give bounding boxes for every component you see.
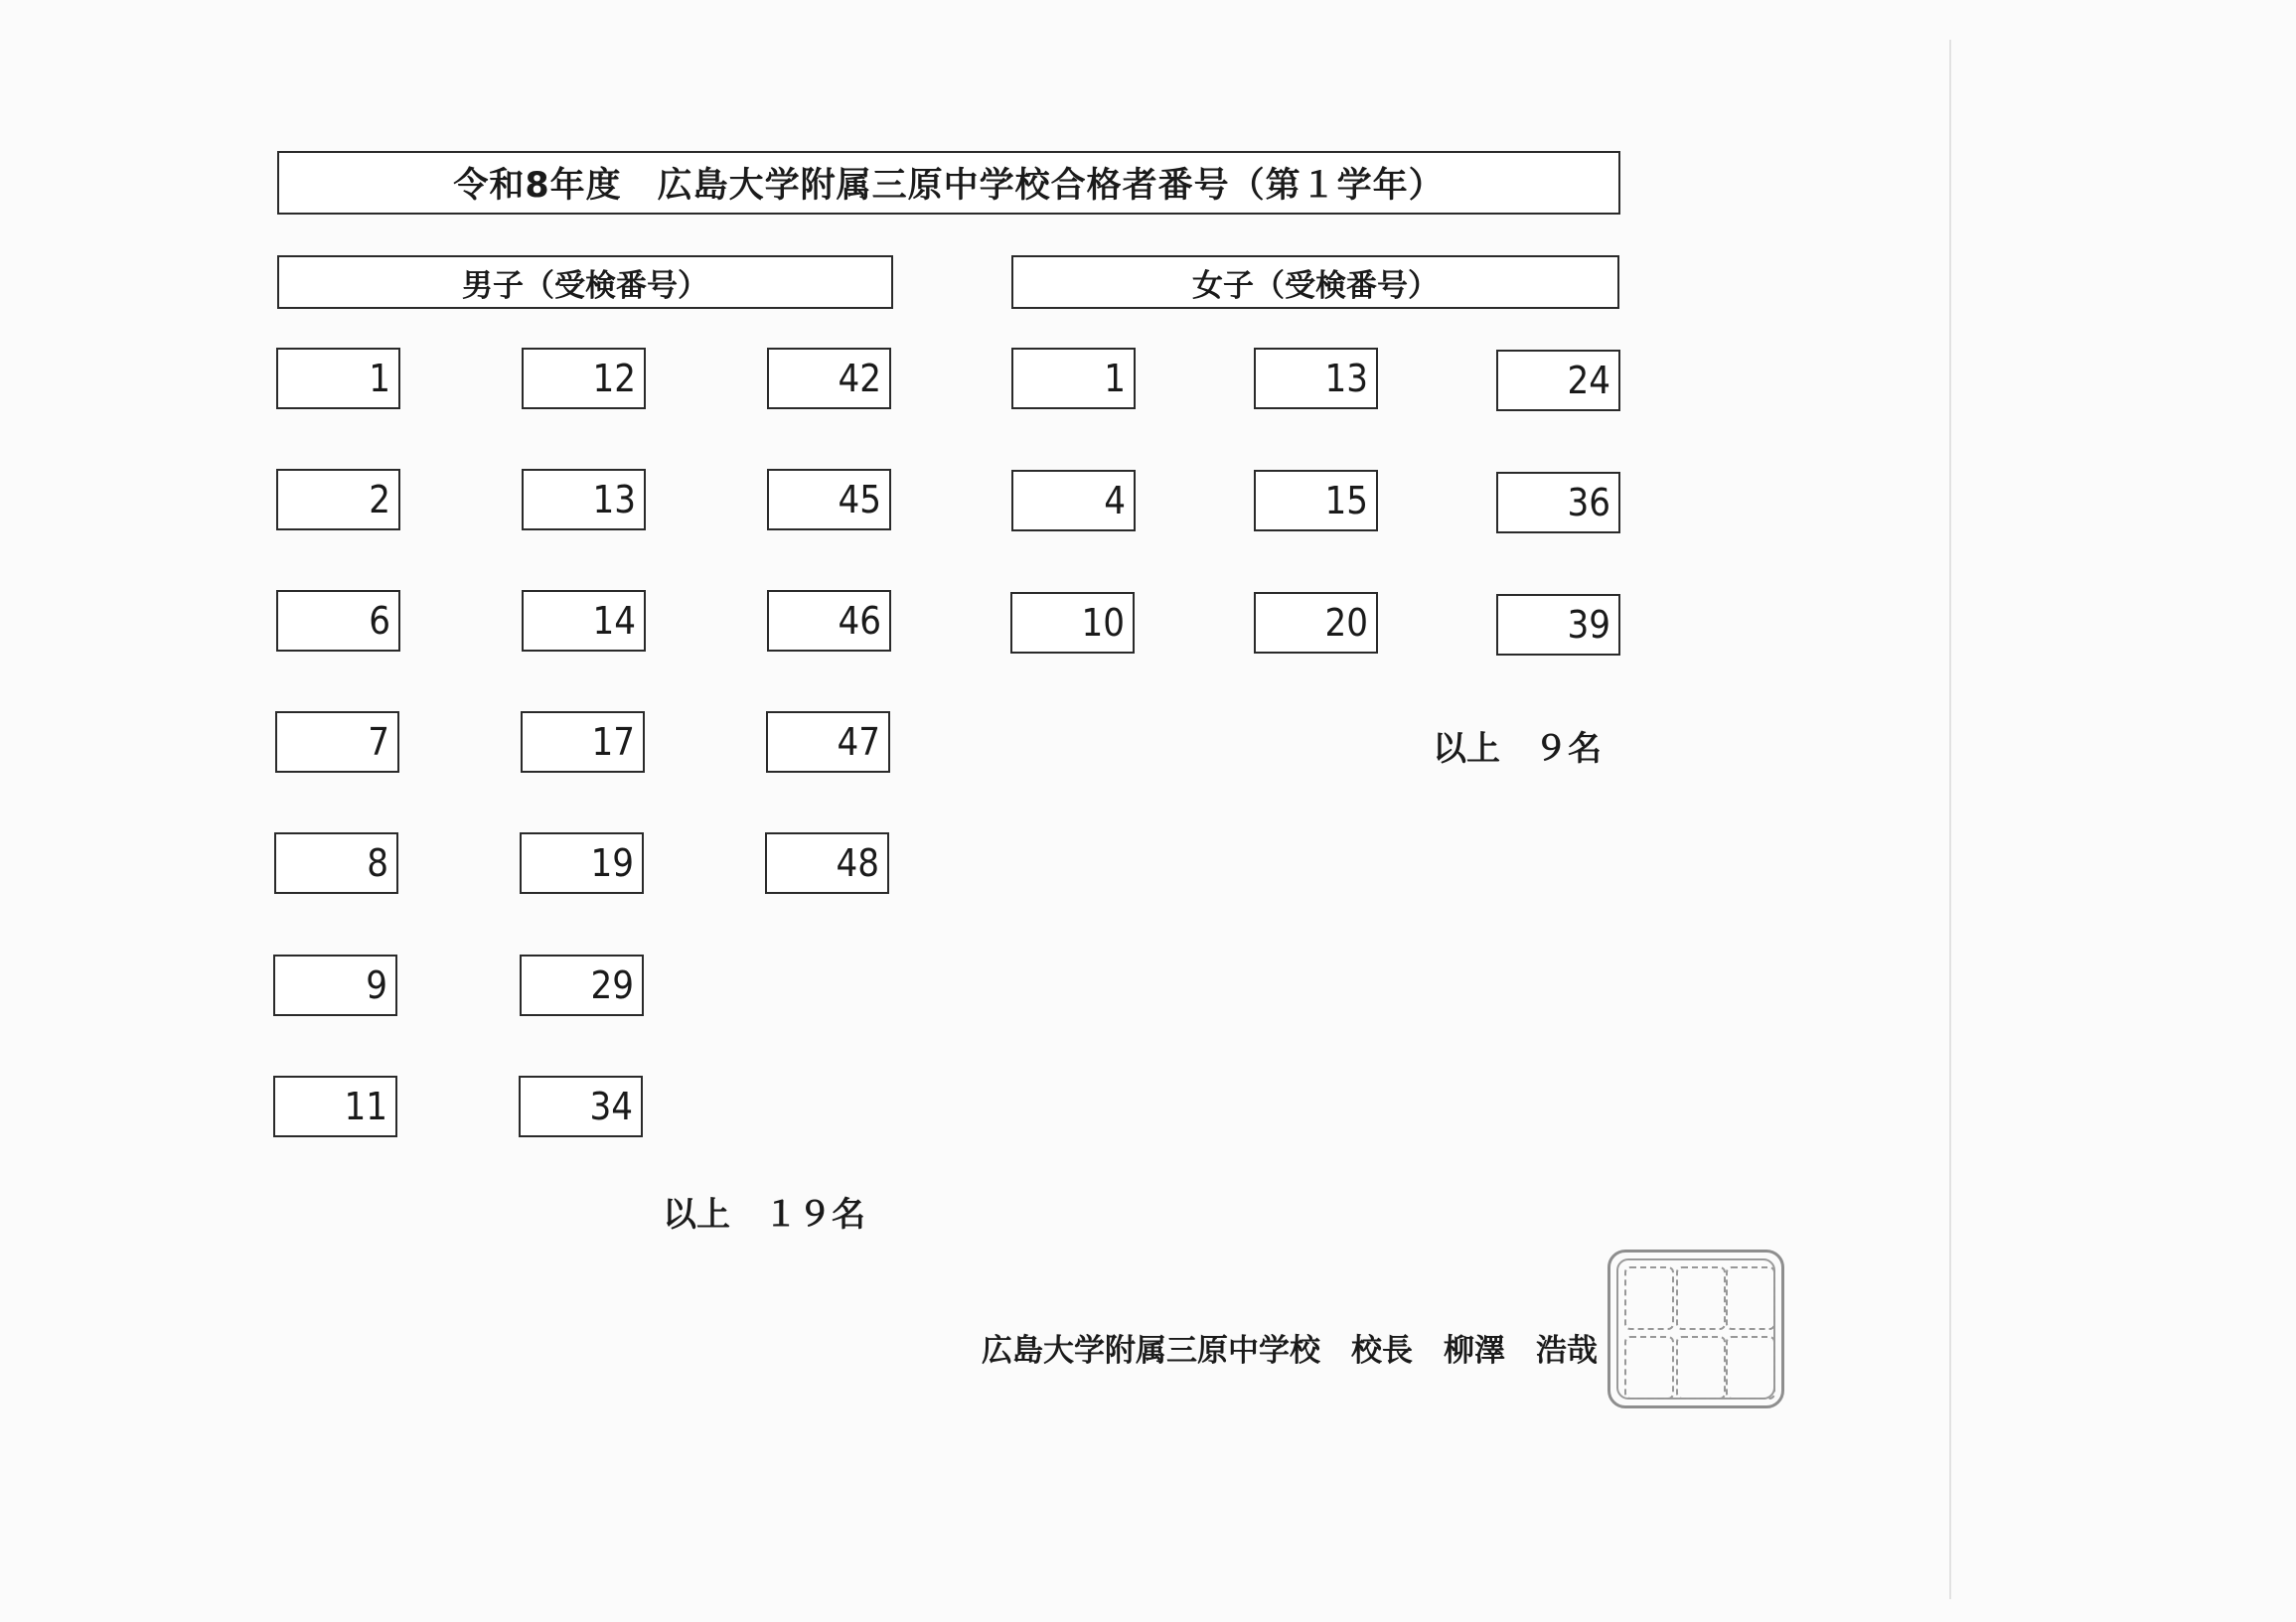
- boys-header: 男子（受検番号）: [277, 255, 893, 309]
- boys-number: 8: [274, 832, 398, 894]
- boys-number: 42: [767, 348, 891, 409]
- boys-number: 6: [276, 590, 400, 652]
- boys-number: 9: [273, 955, 397, 1016]
- boys-number: 12: [522, 348, 646, 409]
- boys-number: 2: [276, 469, 400, 530]
- girls-number: 10: [1010, 592, 1135, 654]
- boys-total: 以上 １９名: [663, 1195, 865, 1235]
- boys-number: 17: [521, 711, 645, 773]
- seal-glyph: [1676, 1266, 1726, 1330]
- girls-number: 4: [1011, 470, 1136, 531]
- boys-number: 48: [765, 832, 889, 894]
- seal-glyph: [1624, 1266, 1674, 1330]
- boys-number: 45: [767, 469, 891, 530]
- boys-number: 11: [273, 1076, 397, 1137]
- girls-number: 36: [1496, 472, 1620, 533]
- boys-number: 46: [767, 590, 891, 652]
- seal-glyph: [1676, 1336, 1726, 1400]
- boys-number: 1: [276, 348, 400, 409]
- girls-number: 13: [1254, 348, 1378, 409]
- girls-header: 女子（受検番号）: [1011, 255, 1619, 309]
- boys-number: 47: [766, 711, 890, 773]
- girls-number: 15: [1254, 470, 1378, 531]
- girls-number: 39: [1496, 594, 1620, 656]
- girls-number: 24: [1496, 350, 1620, 411]
- seal-glyph: [1726, 1266, 1775, 1330]
- principal-signature: 広島大学附属三原中学校 校長 柳澤 浩哉: [982, 1333, 1598, 1369]
- boys-number: 19: [520, 832, 644, 894]
- girls-total: 以上 ９名: [1433, 729, 1602, 769]
- boys-number: 34: [519, 1076, 643, 1137]
- girls-number: 1: [1011, 348, 1136, 409]
- page-title: 令和8年度 広島大学附属三原中学校合格者番号（第１学年）: [277, 151, 1620, 215]
- boys-number: 7: [275, 711, 399, 773]
- seal-glyph: [1726, 1336, 1775, 1400]
- seal-glyph: [1624, 1336, 1674, 1400]
- scan-edge-line: [1949, 40, 1951, 1599]
- boys-number: 29: [520, 955, 644, 1016]
- boys-number: 13: [522, 469, 646, 530]
- girls-number: 20: [1254, 592, 1378, 654]
- boys-number: 14: [522, 590, 646, 652]
- official-seal-stamp: [1607, 1250, 1784, 1408]
